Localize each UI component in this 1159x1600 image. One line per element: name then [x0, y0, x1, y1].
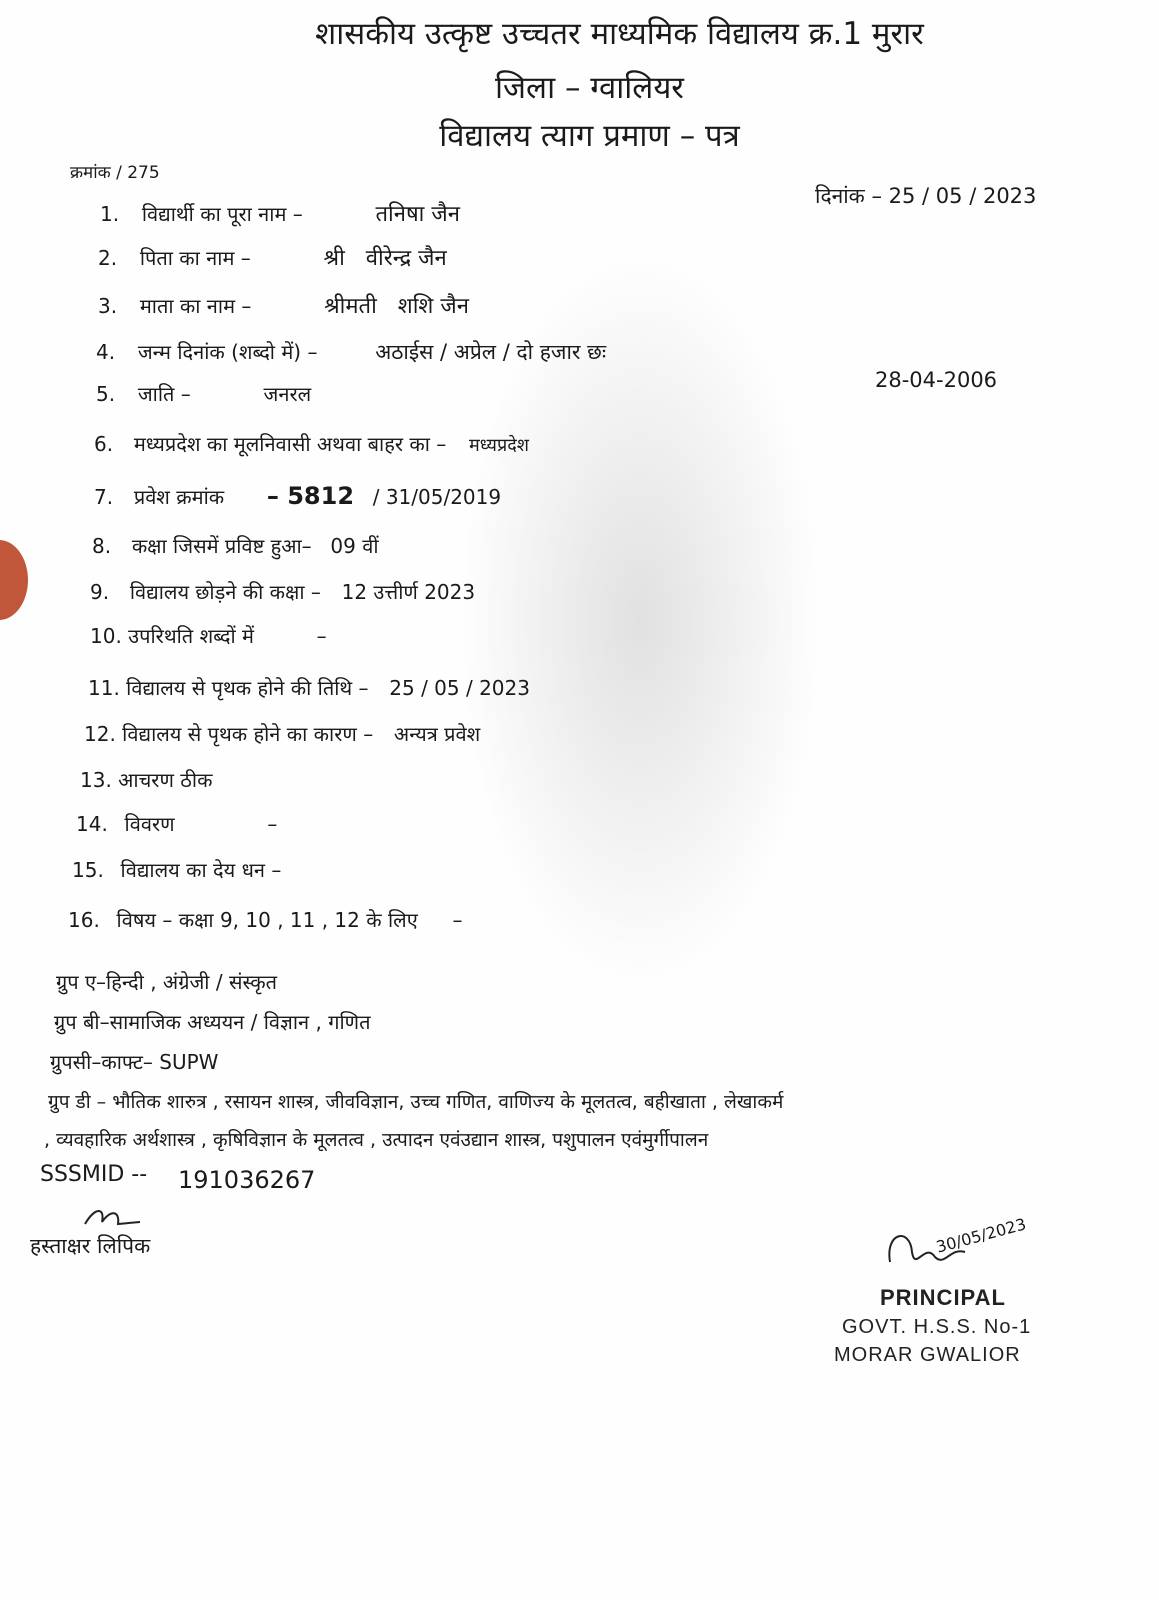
field-label: विद्यालय से पृथक होने का कारण – [122, 722, 374, 746]
field-3 [98, 290, 469, 320]
field-label: पिता का नाम – [139, 246, 251, 270]
field-10 [90, 622, 327, 649]
field-value: 09 वीं [330, 534, 379, 558]
field-1 [100, 198, 460, 228]
field-8 [92, 532, 379, 559]
field-num: 6. [94, 432, 114, 456]
district-name: जिला – ग्वालियर [495, 70, 684, 106]
field-num: 1. [100, 202, 120, 226]
field-14 [76, 810, 277, 837]
field-label: विद्यालय से पृथक होने की तिथि – [126, 676, 369, 700]
field-label: विषय – कक्षा 9, 10 , 11 , 12 के लिए [116, 908, 418, 932]
stamp-location: MORAR GWALIOR [834, 1344, 1021, 1366]
field-num: 8. [92, 534, 112, 558]
field-label: उपरिथति शब्दों में [128, 624, 254, 648]
clerk-signature-label: हस्ताक्षर लिपिक [30, 1234, 151, 1258]
field-num: 11. [88, 676, 120, 700]
sssmid-value: 191036267 [178, 1166, 316, 1194]
field-value: तनिषा जैन [375, 202, 460, 227]
field-num: 2. [98, 246, 118, 270]
field-num: 7. [94, 485, 114, 509]
clerk-signature-mark [80, 1202, 150, 1232]
field-value: – [316, 624, 327, 648]
field-num: 5. [96, 382, 116, 406]
serial-number: क्रमांक / 275 [70, 163, 160, 183]
stamp-school: GOVT. H.S.S. No-1 [842, 1316, 1032, 1338]
group-d-line2: , व्यवहारिक अर्थशास्त्र , कृषिविज्ञान के मूलतत्व , उत्पादन एवंउद्यान शास्त्र, पशुपालन एवंमुर्गीपालन [44, 1129, 709, 1151]
field-label: विद्यालय छोड़ने की कक्षा – [129, 580, 321, 604]
field-6 [94, 430, 529, 457]
field-11 [88, 674, 530, 701]
field-value: – [452, 908, 463, 932]
principal-sign-date: 30/05/2023 [934, 1214, 1029, 1257]
certificate-title: विद्यालय त्याग प्रमाण – पत्र [439, 118, 740, 154]
field-label: कक्षा जिसमें प्रविष्ट हुआ– [131, 534, 312, 558]
field-5 [96, 380, 311, 407]
field-label: माता का नाम – [139, 294, 252, 318]
group-c: ग्रुपसी–काफ्ट– SUPW [50, 1050, 219, 1074]
field-value: अठाईस / अप्रेल / दो हजार छः [375, 340, 607, 364]
group-d-line1: ग्रुप डी – भौतिक शारुत्र , रसायन शास्त्र, जीवविज्ञान, उच्च गणित, वाणिज्य के मूलतत्व, बहीखाता , लेखाकर्म [48, 1091, 784, 1113]
field-2 [98, 242, 447, 272]
field-7 [94, 482, 501, 510]
field-16 [68, 906, 462, 933]
field-value: / 31/05/2019 [372, 485, 502, 509]
field-num: 10. [90, 624, 122, 648]
group-b: ग्रुप बी–सामाजिक अध्ययन / विज्ञान , गणित [54, 1010, 371, 1034]
group-a: ग्रुप ए–हिन्दी , अंग्रेजी / संस्कृत [56, 970, 278, 994]
field-12 [84, 720, 480, 747]
school-name: शासकीय उत्कृष्ट उच्चतर माध्यमिक विद्यालय क्र.1 मुरार [315, 16, 924, 52]
field-13 [80, 766, 212, 793]
field-num: 15. [72, 858, 104, 882]
issue-date: दिनांक – 25 / 05 / 2023 [815, 184, 1037, 208]
field-label: जन्म दिनांक (शब्दो में) – [137, 340, 318, 364]
stamp-principal: PRINCIPAL [880, 1285, 1006, 1310]
field-label: जाति – [137, 382, 191, 406]
field-num: 16. [68, 908, 100, 932]
field-value: अन्यत्र प्रवेश [393, 722, 481, 746]
field-value: – [267, 812, 278, 836]
birth-date-numeric: 28-04-2006 [875, 368, 998, 392]
field-value: श्री वीरेन्द्र जैन [323, 246, 447, 271]
field-num: 12. [84, 722, 116, 746]
field-num: 14. [76, 812, 108, 836]
field-9 [90, 578, 475, 605]
field-num: 4. [96, 340, 116, 364]
field-value: 12 उत्तीर्ण 2023 [341, 580, 476, 604]
field-num: 13. [80, 768, 112, 792]
sssmid-label: SSSMID -- [40, 1162, 148, 1187]
field-num: 3. [98, 294, 118, 318]
field-label: प्रवेश क्रमांक [133, 485, 225, 509]
field-4 [96, 338, 606, 366]
admission-number: – 5812 [266, 482, 355, 510]
field-num: 9. [90, 580, 110, 604]
field-label: विद्यालय का देय धन – [120, 858, 282, 882]
field-label: मध्यप्रदेश का मूलनिवासी अथवा बाहर का – [133, 432, 447, 456]
field-label: विद्यार्थी का पूरा नाम – [141, 202, 303, 226]
field-value: मध्यप्रदेश [469, 435, 530, 456]
field-value: श्रीमती शशि जैन [324, 294, 469, 319]
edge-mark [0, 540, 28, 620]
field-label: आचरण ठीक [118, 768, 213, 792]
field-value: जनरल [263, 382, 312, 406]
field-label: विवरण [124, 812, 175, 836]
field-15 [72, 856, 281, 883]
field-value: 25 / 05 / 2023 [389, 676, 530, 700]
